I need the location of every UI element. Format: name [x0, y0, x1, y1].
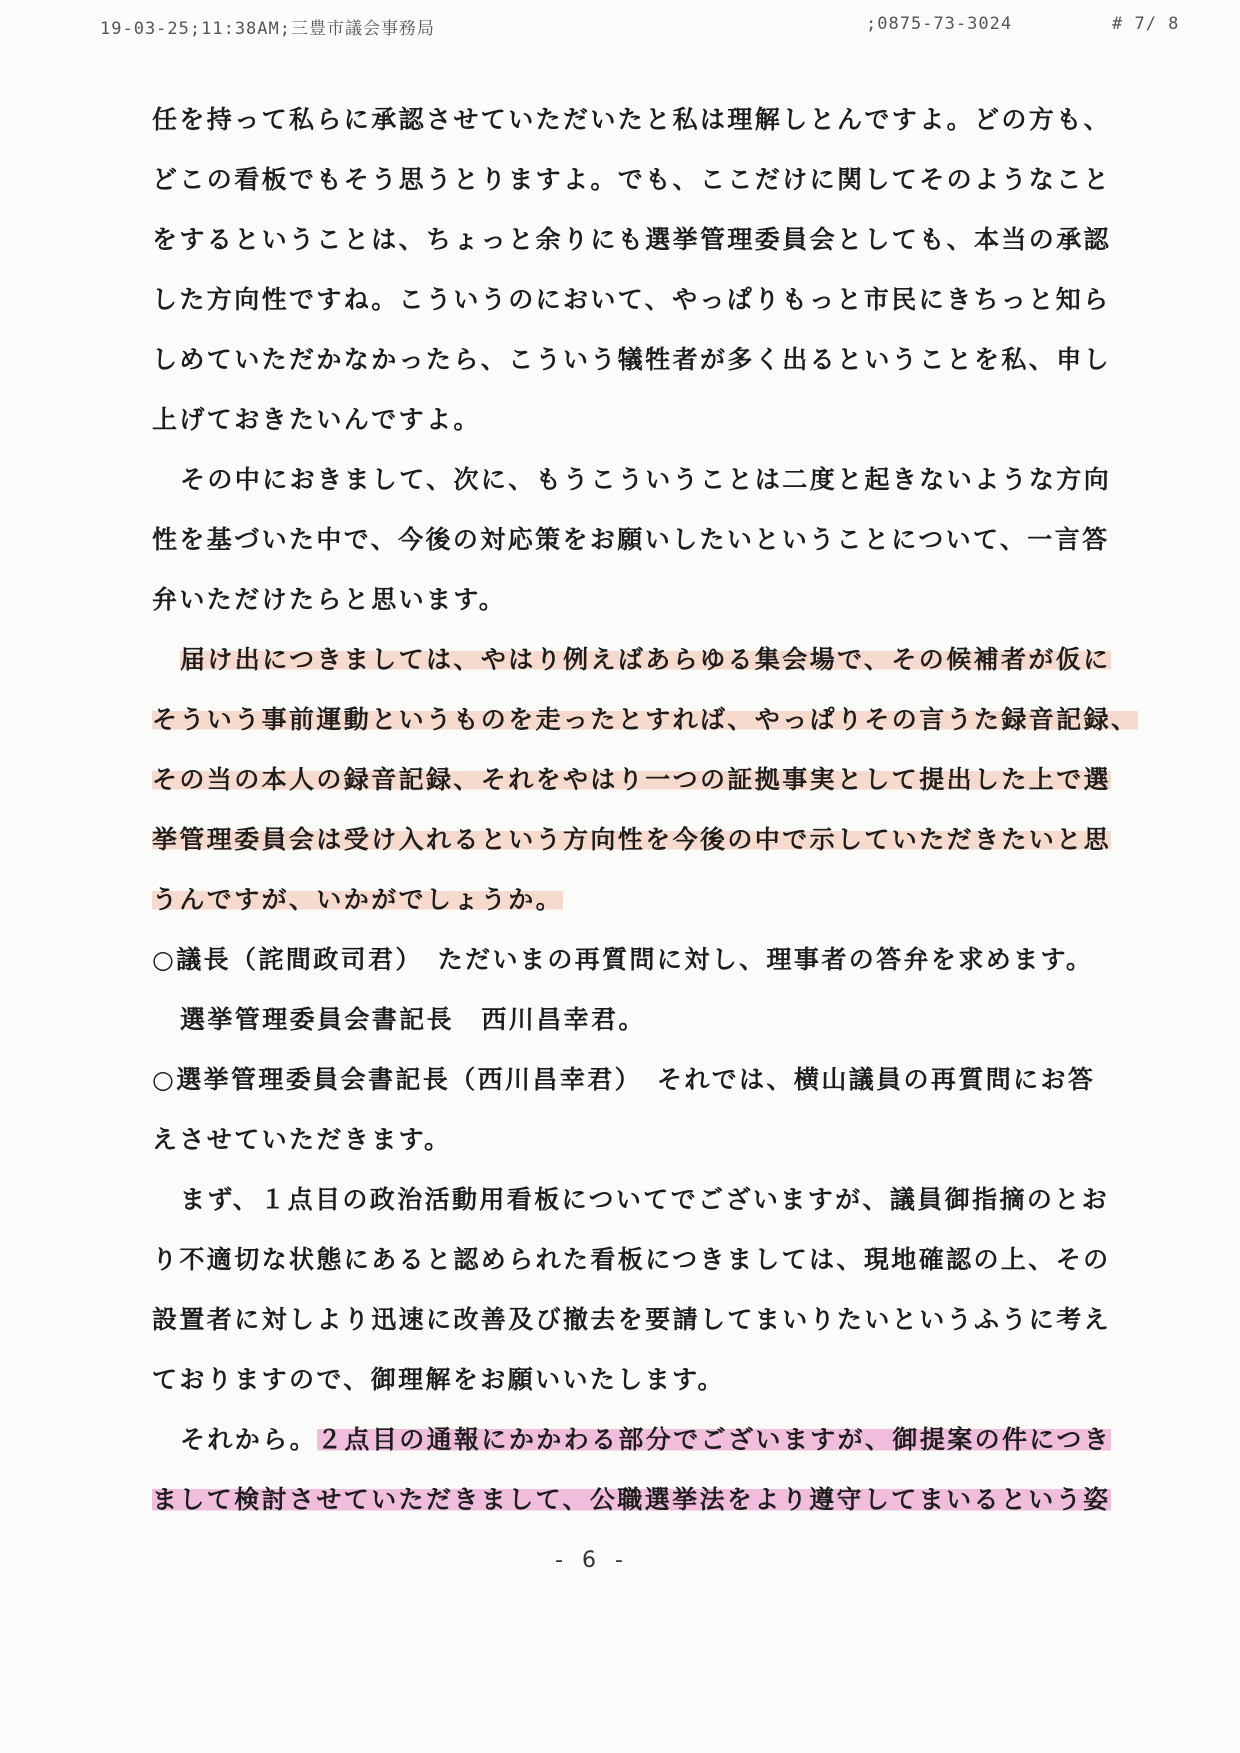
highlighted-segment: 届け出につきましては、やはり例えばあらゆる集会場で、その候補者が仮に: [180, 645, 1111, 674]
text-line: [152, 1238, 1112, 1298]
text-line: [152, 1298, 1112, 1358]
text-segment: えさせていただきます。: [152, 1125, 452, 1154]
text-line: [152, 998, 1112, 1058]
text-line: [152, 698, 1139, 758]
text-line: [152, 1118, 1112, 1178]
text-line: [152, 638, 1112, 698]
text-segment: ○議長（詫間政司君） ただいまの再質問に対し、理事者の答弁を求めます。: [152, 945, 1094, 974]
fax-page-counter: # 7/ 8: [1112, 14, 1180, 34]
text-line: [152, 938, 1112, 998]
highlighted-segment: まして検討させていただきまして、公職選挙法をより遵守してまいるという姿: [152, 1485, 1111, 1514]
text-line: [152, 1358, 1112, 1418]
text-line: [152, 1478, 1112, 1538]
text-line: [152, 518, 1112, 578]
fax-header: [0, 14, 1240, 44]
text-line: [152, 1178, 1112, 1238]
text-segment: ておりますので、御理解をお願いいたします。: [152, 1365, 725, 1394]
highlighted-segment: うんですが、いかがでしょうか。: [152, 885, 564, 914]
text-segment: その中におきまして、次に、もうこういうことは二度と起きないような方向: [180, 465, 1112, 494]
text-line: [152, 758, 1112, 818]
text-segment: 選挙管理委員会書記長 西川昌幸君。: [180, 1005, 646, 1034]
text-line: [152, 818, 1112, 878]
highlighted-segment: 挙管理委員会は受け入れるという方向性を今後の中で示していただきたいと思: [152, 825, 1112, 854]
text-segment: した方向性ですね。こういうのにおいて、やっぱりもっと市民にきちっと知ら: [152, 285, 1111, 314]
text-segment: 設置者に対しより迅速に改善及び撤去を要請してまいりたいというふうに考え: [152, 1305, 1112, 1334]
text-line: [152, 338, 1112, 398]
fax-sender: 19-03-25;11:38AM;三豊市議会事務局: [100, 19, 435, 39]
text-line: [152, 278, 1112, 338]
text-segment: ○選挙管理委員会書記長（西川昌幸君） それでは、横山議員の再質問にお答: [152, 1065, 1096, 1094]
text-segment: 弁いただけたらと思います。: [152, 585, 507, 614]
text-line: [152, 878, 1112, 938]
text-line: [152, 1058, 1112, 1118]
highlighted-segment: ２点目の通報にかかわる部分でございますが、御提案の件につき: [317, 1425, 1112, 1454]
text-line: [152, 98, 1112, 158]
text-segment: 任を持って私らに承認させていただいたと私は理解しとんですよ。どの方も、: [152, 105, 1112, 134]
text-segment: 性を基づいた中で、今後の対応策をお願いしたいということについて、一言答: [152, 525, 1110, 554]
fax-phone: ;0875-73-3024: [866, 14, 1013, 34]
text-segment: どこの看板でもそう思うとりますよ。でも、ここだけに関してそのようなこと: [152, 165, 1112, 194]
text-segment: をするということは、ちょっと余りにも選挙管理委員会としても、本当の承認: [152, 225, 1112, 254]
highlighted-segment: その当の本人の録音記録、それをやはり一つの証拠事実として提出した上で選: [152, 765, 1112, 794]
text-segment: まず、１点目の政治活動用看板についてでございますが、議員御指摘のとお: [180, 1185, 1110, 1214]
text-segment: しめていただかなかったら、こういう犠牲者が多く出るということを私、申し: [152, 345, 1112, 374]
text-segment: り不適切な状態にあると認められた看板につきましては、現地確認の上、その: [152, 1245, 1111, 1274]
text-line: [152, 1418, 1112, 1478]
text-line: [152, 158, 1112, 218]
highlighted-segment: そういう事前運動というものを走ったとすれば、やっぱりその言うた録音記録、: [152, 705, 1139, 734]
text-line: [152, 458, 1112, 518]
text-line: [152, 398, 1112, 458]
text-line: [152, 578, 1112, 638]
document-body: [152, 98, 1139, 1538]
text-segment: 上げておきたいんですよ。: [152, 405, 481, 434]
text-segment: それから。: [180, 1425, 318, 1454]
text-line: [152, 218, 1112, 278]
page-number: - 6 -: [555, 1548, 629, 1573]
